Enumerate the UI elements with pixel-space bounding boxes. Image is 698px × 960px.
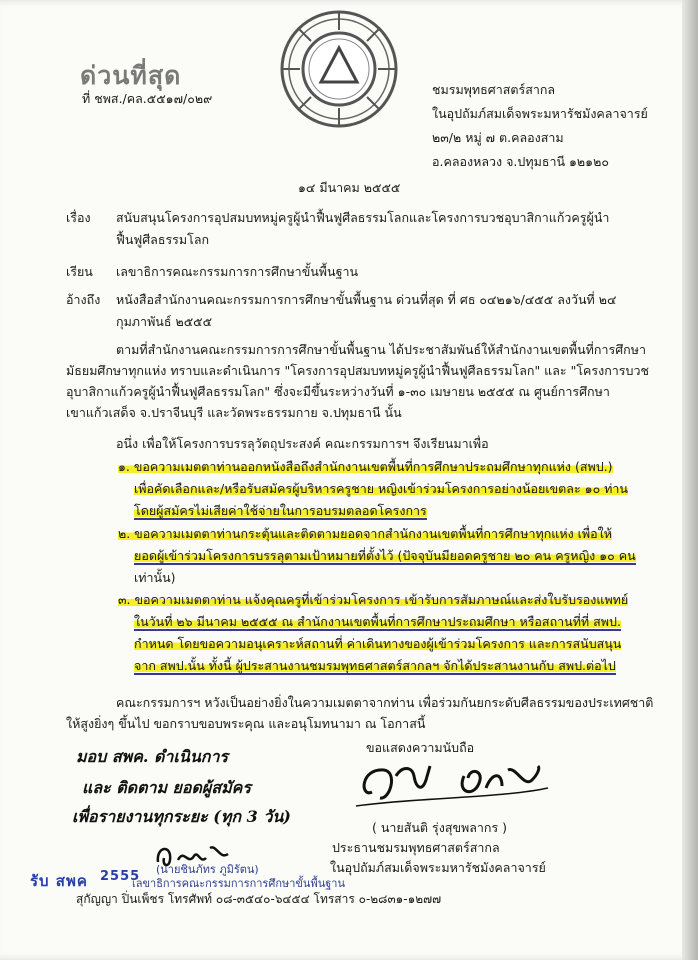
- item1-line3-text: โดยผู้สมัครไม่เสียค่าใช้จ่ายในการอบรมตลอดโครงการ: [134, 503, 427, 518]
- handwritten-note-line3: เพื่อรายงานทุกระยะ (ทุก 3 วัน): [72, 807, 291, 826]
- subject-label: เรื่อง: [66, 210, 91, 225]
- to-label: เรียน: [66, 264, 93, 279]
- closing-para-line2: ให้สูงยิ่งๆ ขึ้นไป ขอกราบขอบพระคุณ และอนุโมทนามา ณ โอกาสนี้: [66, 716, 426, 731]
- handwritten-note-line2: และ ติดตาม ยอดผู้สมัคร: [82, 778, 251, 797]
- urgency-label: ด่วนที่สุด: [80, 61, 182, 90]
- reference-line1: หนังสือสำนักงานคณะกรรมการการศึกษาขั้นพื้นฐาน ด่วนที่สุด ที่ ศธ ๐๔๒๑๖/๔๕๕ ลงวันที่ ๒๔: [116, 292, 617, 307]
- subject-line1: สนับสนุนโครงการอุปสมบทหมู่ครูผู้นำฟื้นฟูศีลธรรมโลกและโครงการบวชอุบาสิกาแก้วครูผู้นำ: [116, 210, 610, 225]
- stamp-signer-name: (นายชินภัทร ภูมิรัตน): [156, 863, 259, 876]
- item2-line2-text: ยอดผู้เข้าร่วมโครงการบรรลุตามเป้าหมายที่ตั้งไว้ (ปัจจุบันมียอดครูชาย ๒๐ คน ครูหญิง ๑๐ คน: [134, 548, 636, 563]
- organization-seal-icon: [278, 8, 400, 130]
- signature-icon: [352, 758, 552, 818]
- page-edge-shadow: [682, 0, 698, 960]
- item3-line1: [118, 589, 628, 611]
- body-para1-line2: มัธยมศึกษาทุกแห่ง ทราบและดำเนินการ "โครงการอุปสมบทหมู่ครูผู้นำฟื้นฟูศีลธรรมโลก" และ "โครงการบวช: [66, 363, 649, 378]
- item1-line1: [118, 456, 613, 478]
- item3-line3-text: กำหนด โดยขอความอนุเคราะห์สถานที่ ค่าเดินทางของผู้เข้าร่วมโครงการ และการสนับสนุน: [134, 636, 622, 651]
- item2-line1-text: ๒. ขอความเมตตาท่านกระตุ้นและติดตามยอดจากสำนักงานเขตพื้นที่การศึกษาทุกแห่ง เพื่อให้: [118, 526, 613, 541]
- body-para1-line3: อุบาสิกาแก้วครูผู้นำฟื้นฟูศีลธรรมโลก" ซึ่งจะมีขึ้นระหว่างวันที่ ๑-๓๐ เมษายน ๒๕๕๕ ณ ศูนย์การศึกษา: [66, 384, 610, 399]
- signer-name: ( นายสันติ รุ่งสุขพลากร ): [372, 820, 508, 835]
- to-value: เลขาธิการคณะกรรมการการศึกษาขั้นพื้นฐาน: [116, 264, 359, 279]
- closing-para-line1: คณะกรรมการฯ หวังเป็นอย่างยิ่งในความเมตตาจากท่าน เพื่อร่วมกันยกระดับศีลธรรมของประเทศชาติ: [116, 695, 654, 710]
- letter-date: ๑๔ มีนาคม ๒๕๕๕: [298, 180, 401, 195]
- item3-line2: [134, 611, 621, 633]
- footer-contact: สุกัญญา ปิ่นเพ็ชร โทรศัพท์ ๐๘-๓๕๔๐-๖๔๕๔ โทรสาร ๐-๒๘๓๑-๑๒๗๗: [76, 892, 442, 906]
- org-name: ชมรมพุทธศาสตร์สากล: [432, 82, 556, 97]
- item2-line2: [134, 545, 636, 567]
- regards-text: ขอแสดงความนับถือ: [366, 740, 475, 755]
- item3-line2-text: ในวันที่ ๒๖ มีนาคม ๒๕๕๕ ณ สำนักงานเขตพื้นที่การศึกษาประถมศึกษา หรือสถานที่ที่ สพป.: [134, 614, 621, 629]
- org-address-line2: อ.คลองหลวง จ.ปทุมธานี ๑๒๑๒๐: [432, 154, 609, 169]
- signer-title1: ประธานชมรมพุทธศาสตร์สากล: [332, 840, 500, 855]
- document-number: ที่ ชพส./คล.๕๕๑๗/๐๒๙: [82, 91, 213, 106]
- body-intro2: อนึ่ง เพื่อให้โครงการบรรลุวัตถุประสงค์ คณะกรรมการฯ จึงเรียนมาเพื่อ: [116, 436, 489, 451]
- org-patronage: ในอุปถัมภ์สมเด็จพระมหารัชมังคลาจารย์: [432, 106, 648, 121]
- signer-title2: ในอุปถัมภ์สมเด็จพระมหารัชมังคลาจารย์: [330, 860, 546, 875]
- body-para1-line4: เขาแก้วเสด็จ จ.ปราจีนบุรี และวัดพระธรรมกาย จ.ปทุมธานี นั้น: [66, 405, 402, 420]
- item1-line2-text: เพื่อคัดเลือกและ/หรือรับสมัครผู้บริหารครูชาย หญิงเข้าร่วมโครงการอย่างน้อยเขตละ ๑๐ ท่าน: [134, 481, 628, 496]
- subject-line2: ฟื้นฟูศีลธรรมโลก: [116, 232, 210, 247]
- item3-line3: [134, 633, 621, 655]
- receipt-stamp-year: 2555: [100, 869, 141, 884]
- reference-line2: กุมภาพันธ์ ๒๕๕๕: [116, 314, 213, 329]
- item3-line4: [134, 655, 616, 677]
- item3-line1-text: ๓. ขอความเมตตาท่าน แจ้งคุณครูที่เข้าร่วมโครงการ เข้ารับการสัมภาษณ์และส่งใบรับรองแพทย์: [118, 592, 629, 607]
- reference-label: อ้างถึง: [66, 292, 101, 307]
- item1-line2: [134, 478, 628, 500]
- handwritten-note-line1: มอบ สพค. ดำเนินการ: [76, 747, 229, 766]
- body-para1-line1: ตามที่สำนักงานคณะกรรมการการศึกษาขั้นพื้นฐาน ได้ประชาสัมพันธ์ให้สำนักงานเขตพื้นที่การศึกษา: [116, 342, 646, 357]
- stamp-signer-title: เลขาธิการคณะกรรมการการศึกษาขั้นพื้นฐาน: [132, 877, 345, 890]
- item1-line3: [134, 500, 427, 522]
- org-address-line1: ๒๓/๒ หมู่ ๗ ต.คลองสาม: [432, 130, 564, 145]
- item2-line1: [118, 523, 612, 545]
- receipt-stamp-label: รับ สพค: [30, 872, 88, 890]
- item2-line3: เท่านั้น): [134, 570, 176, 585]
- item3-line4-text: จาก สพป.นั้น ทั้งนี้ ผู้ประสานงานชมรมพุทธศาสตร์สากลฯ จักได้ประสานงานกับ สพป.ต่อไป: [134, 658, 616, 673]
- item1-line1-text: ๑. ขอความเมตตาท่านออกหนังสือถึงสำนักงานเขตพื้นที่การศึกษาประถมศึกษาทุกแห่ง (สพป.): [118, 459, 613, 474]
